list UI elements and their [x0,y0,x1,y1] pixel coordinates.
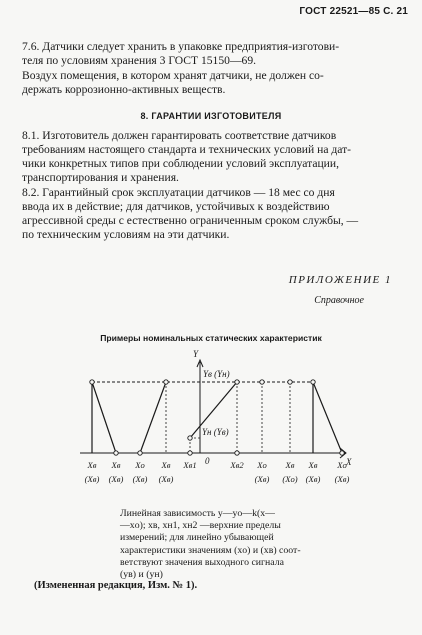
appendix-status: Справочное [314,295,364,306]
x-tick-label: Xв [161,460,171,470]
caption-line: характеристики значениям (xо) и (xв) соот- [120,544,301,556]
text-line: по техническим условиям на эти датчики. [22,228,230,241]
text-line: транспортирования и хранения. [22,171,179,184]
characteristics-figure [0,340,422,510]
paragraph-8-2 [22,186,406,242]
text-line: 8.2. Гарантийный срок эксплуатации датчиков — 18 мес со дня [22,186,335,199]
x-tick-sublabel: (Xв) [158,474,174,484]
x-tick-label: Xв [111,460,121,470]
caption-line: измерений; для линейно убывающей [120,532,274,544]
text-line: чики конкретных типов при соблюдении условий эксплуатации, [22,157,339,170]
text-line: теля по условиям хранения 3 ГОСТ 15150—69. [22,54,257,67]
paragraph-7-6 [22,40,406,68]
figure-title: Примеры номинальных статических характеристик [100,333,322,343]
figure-caption [120,508,306,581]
appendix-title: ПРИЛОЖЕНИЕ 1 [288,274,392,286]
paragraph-storage-air [22,69,406,97]
x-tick-sublabel: (Xо) [282,474,298,484]
x-tick-sublabel: (Xв) [132,474,148,484]
x-tick-label: Xо [257,460,267,470]
x-tick-label: Xв1 [183,460,197,470]
x-tick-label: Xо [337,460,347,470]
text-line: требованиям настоящего стандарта и технических условий на дат- [22,143,352,156]
x-axis-label: X [346,457,352,467]
paragraph-8-1 [22,129,406,185]
caption-line: Линейная зависимость y—yо—k(x— [120,508,275,519]
text-line: 8.1. Изготовитель должен гарантировать соответствие датчиков [22,129,337,142]
caption-line: (yв) и (yн) [120,569,163,581]
x-tick-label: Xв [308,460,318,470]
x-tick-sublabel: (Xв) [108,474,124,484]
characteristic-line [140,382,166,453]
amendment-note: (Измененная редакция, Изм. № 1). [34,580,198,591]
text-line: 7.6. Датчики следует хранить в упаковке предприятия-изготови- [22,40,340,53]
x-tick-sublabel: (Xв) [334,474,350,484]
caption-line: ветствуют значения выходного сигнала [120,556,284,568]
x-tick-sublabel: (Xв) [84,474,100,484]
x-tick-labels [85,460,350,484]
section-title: 8. ГАРАНТИИ ИЗГОТОВИТЕЛЯ [140,111,282,121]
x-tick-sublabel: (Xв) [305,474,321,484]
x-tick-label: Xв [285,460,295,470]
page-header: ГОСТ 22521—85 С. 21 [299,6,408,17]
x-tick-label: Xо [135,460,145,470]
y-top-label: Yв (Yн) [203,369,230,379]
y-bottom-label: Yн (Yв) [202,427,229,437]
characteristic-line [313,382,342,453]
text-line: ввода их в действие; для датчиков, устойчивых к воздействию [22,200,330,213]
y-axis-label: Y [193,349,199,359]
text-line: агрессивной среды с естественно ограниченным сроком службы, — [22,214,359,227]
origin-label: 0 [205,456,210,466]
x-tick-label: Xв2 [230,460,244,470]
text-line: держать коррозионно-активных веществ. [22,83,226,96]
text-line: Воздух помещения, в котором хранят датчики, не должен со- [22,69,324,82]
caption-line: —xо); xв, xн1, xн2 —верхние пределы [120,520,281,532]
characteristic-line [92,382,116,453]
plot-points [90,380,344,455]
x-tick-label: Xв [87,460,97,470]
x-tick-sublabel: (Xв) [254,474,270,484]
